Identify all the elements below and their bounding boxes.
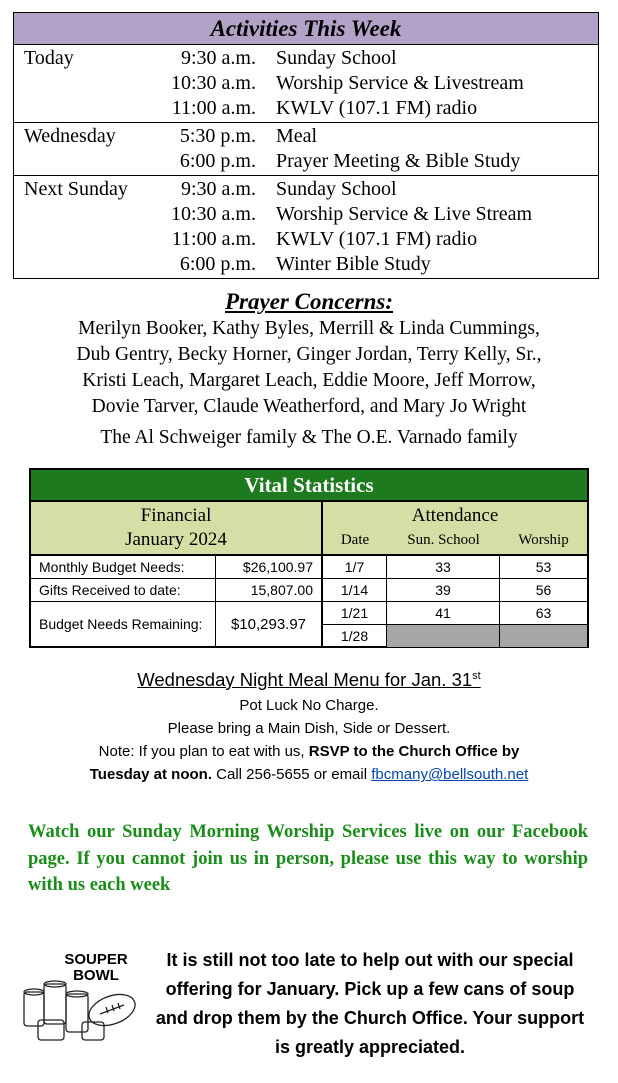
meal-note: Note: If you plan to eat with us, RSVP to the Church Office by <box>98 743 520 761</box>
attendance-date: 1/7 <box>323 556 387 578</box>
attendance-date: 1/28 <box>323 625 387 647</box>
activity-row <box>14 227 598 252</box>
financial-title: Financial <box>140 505 212 526</box>
svg-text:SOUPER: SOUPER <box>64 951 128 968</box>
attendance-row <box>323 556 587 579</box>
financial-label: Monthly Budget Needs: <box>31 556 216 578</box>
prayer-line: Kristi Leach, Margaret Leach, Eddie Moore, Jeff Morrow, <box>82 370 536 391</box>
activity-time: 6:00 p.m. <box>179 253 256 275</box>
attendance-worship: 53 <box>535 559 552 575</box>
attendance-date: 1/21 <box>323 602 387 624</box>
attendance-row <box>323 602 587 625</box>
activity-time: 10:30 a.m. <box>171 203 256 225</box>
financial-header <box>31 500 321 554</box>
attendance-col-date: Date <box>340 532 370 548</box>
attendance-sunday-school: 39 <box>387 579 500 601</box>
attendance-sunday-school <box>387 625 500 647</box>
activity-time: 11:00 a.m. <box>171 228 256 250</box>
activity-day: Wednesday <box>24 125 116 147</box>
activity-block-next-sunday <box>14 176 598 278</box>
activity-event: Prayer Meeting & Bible Study <box>276 150 521 172</box>
activity-time: 6:00 p.m. <box>179 150 256 172</box>
activity-row <box>14 96 598 121</box>
attendance-sunday-school: 41 <box>387 602 500 624</box>
activity-event: Meal <box>276 125 318 147</box>
activity-time: 5:30 p.m. <box>179 125 256 147</box>
activity-event: Sunday School <box>276 47 397 69</box>
activity-time: 9:30 a.m. <box>181 47 256 69</box>
activity-day: Next Sunday <box>24 178 128 200</box>
financial-value: $26,100.97 <box>242 559 313 575</box>
financial-row <box>31 556 321 579</box>
activity-row <box>14 124 598 149</box>
activity-event: KWLV (107.1 FM) radio <box>276 228 478 250</box>
vital-statistics <box>29 468 589 648</box>
attendance-header <box>323 500 587 554</box>
svg-text:BOWL: BOWL <box>73 967 119 984</box>
activity-block-today <box>14 45 598 123</box>
activity-row <box>14 177 598 202</box>
activity-event: Sunday School <box>276 178 397 200</box>
prayer-concerns <box>0 288 618 451</box>
activity-time: 11:00 a.m. <box>171 97 256 119</box>
financial-label: Budget Needs Remaining: <box>31 602 216 646</box>
attendance-date: 1/14 <box>323 579 387 601</box>
financial-row <box>31 579 321 602</box>
attendance-row <box>323 579 587 602</box>
activity-row <box>14 252 598 277</box>
attendance-table <box>323 554 587 647</box>
activity-event: Worship Service & Live Stream <box>276 203 533 225</box>
attendance-title: Attendance <box>411 505 499 526</box>
prayer-line: Merilyn Booker, Kathy Byles, Merrill & Linda Cummings, <box>78 318 540 339</box>
attendance-col-worship: Worship <box>518 532 569 548</box>
souper-bowl-logo <box>20 944 144 1044</box>
attendance-worship: 56 <box>535 582 552 598</box>
attendance-row <box>323 625 587 647</box>
activity-row <box>14 71 598 96</box>
meal-line: Pot Luck No Charge. <box>239 697 379 715</box>
activity-event: Worship Service & Livestream <box>276 72 524 94</box>
financial-label: Gifts Received to date: <box>31 579 216 601</box>
activities-title: Activities This Week <box>14 12 598 45</box>
attendance-worship <box>500 625 587 647</box>
meal-section <box>0 663 618 786</box>
financial-value: 15,807.00 <box>250 582 313 598</box>
activity-time: 10:30 a.m. <box>171 72 256 94</box>
attendance-col-sunday-school: Sun. School <box>407 532 480 548</box>
activity-row <box>14 149 598 174</box>
financial-period: January 2024 <box>125 529 227 550</box>
attendance-sunday-school: 33 <box>387 556 500 578</box>
watch-announcement: Watch our Sunday Morning Worship Services live on our Facebook page. If you cannot join us in person, please use this way to worship with us each week <box>28 822 588 895</box>
meal-line: Please bring a Main Dish, Side or Dessert. <box>167 720 451 738</box>
financial-row <box>31 602 321 646</box>
financial-table <box>31 554 321 646</box>
email-link[interactable]: fbcmany@bellsouth.net <box>371 766 529 784</box>
prayer-line: Dovie Tarver, Claude Weatherford, and Mary Jo Wright <box>91 396 527 417</box>
activity-day: Today <box>24 47 74 69</box>
prayer-families: The Al Schweiger family & The O.E. Varnado family <box>100 427 518 448</box>
activity-row <box>14 202 598 227</box>
attendance-worship: 63 <box>535 605 552 621</box>
activity-event: Winter Bible Study <box>276 253 431 275</box>
activity-block-wednesday <box>14 123 598 176</box>
financial-value: $10,293.97 <box>230 615 307 633</box>
activity-time: 9:30 a.m. <box>181 178 256 200</box>
souper-bowl-text: It is still not too late to help out with our special offering for January. Pick up a few cans of soup and drop them by the Church Office. Your support is greatly appreciated. <box>155 950 585 1057</box>
vital-title: Vital Statistics <box>31 470 587 500</box>
activities-table <box>13 12 599 279</box>
meal-title: Wednesday Night Meal Menu for Jan. 31st <box>137 669 481 691</box>
meal-note: Tuesday at noon. Call 256-5655 or email fbcmany@bellsouth.net <box>89 766 529 784</box>
prayer-line: Dub Gentry, Becky Horner, Ginger Jordan, Terry Kelly, Sr., <box>76 344 542 365</box>
activity-row <box>14 46 598 71</box>
prayer-title: Prayer Concerns: <box>224 289 394 314</box>
activity-event: KWLV (107.1 FM) radio <box>276 97 478 119</box>
